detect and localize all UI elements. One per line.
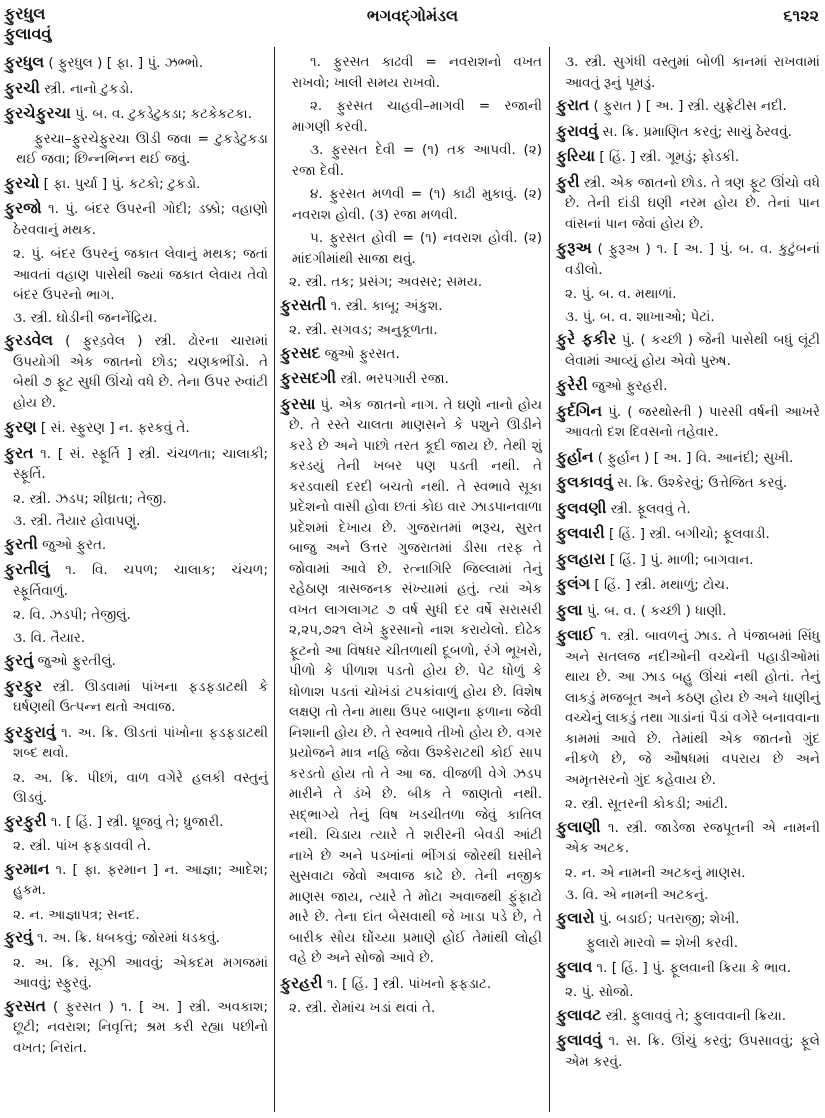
dictionary-entry: [556, 447, 820, 469]
sub-sense: ૩. સ્ત્રી. ઘોડીની જનનેંદ્રિય.: [13, 309, 158, 326]
definition: ( ફુર્હાન ) [ અ. ] વિ. આનંદી; સુખી.: [597, 449, 794, 466]
definition: સ્ત્રી. ભરપગારી રજા.: [340, 371, 449, 387]
dictionary-entry: [556, 817, 820, 859]
definition: ૧. [ હિં. ] સ્ત્રી. ધ્રૂજવું તે; ધ્રુજારી.: [50, 813, 224, 830]
dictionary-entry: [556, 1005, 820, 1027]
headword: ફુરત: [4, 443, 34, 462]
headword: ફુલંગ: [556, 575, 591, 593]
definition: ૧. [ હિં. ] પું. ફૂલવાની ક્રિયા કે ભાવ.: [596, 959, 792, 976]
dictionary-entry: [4, 559, 268, 601]
dictionary-entry: [556, 121, 820, 143]
idiom: ૧. ફુરસત કાઢવી = નવરાશનો વખત રાખવો; ખાલી સમય રાખવો.: [292, 54, 542, 91]
definition: [ હિં. ] પું. માળી; બાગવાન.: [609, 551, 754, 568]
headword: ફુરહરી: [280, 973, 323, 992]
headword: ફુલાઈ: [556, 626, 595, 644]
dictionary-entry: [556, 146, 820, 168]
definition: સ. ક્રિ. ઉશ્કેરવું; ઉત્તેજિત કરવું.: [617, 475, 788, 491]
sub-sense: ૨. સ્ત્રી. પાંખ ફફડાવવી તે.: [13, 838, 151, 854]
definition: ૧. [ ફા. ફરમાન ] ન. આજ્ઞા; આદેશ; હુકમ.: [13, 861, 269, 898]
dictionary-entry: [4, 859, 268, 901]
dictionary-entry: [556, 238, 820, 280]
definition: ૧. સ્ત્રી. બાવળનું ઝાડ. તે પંજાબમાં સિંધુ અને સતલજ નદીઓની વચ્ચેની પહાડીઓમાં થાય છે. આ ઝાડ બહુ ઊંચાં નથી હોતાં. તેનું લાકડું મજબૂત અને કઠણ હોય છે અને ધાણીનું વચ્ચેનું લાકડું તથા ગાડાંનાં પૈડાં વગેરે બનાવવાના કામમાં આવે છે. તેમાંથી એક જાતનો ગુંદ નીકળે છે, જે ઔષધમાં વપરાય છે અને અમૃતસરનો ગુંદ કહેવાય છે.: [565, 628, 820, 788]
definition: સ્ત્રી. નાનો ટુકડો.: [44, 80, 134, 97]
dictionary-entry: [4, 676, 268, 718]
dictionary-entry: [4, 443, 268, 485]
headword: ફુરમાન: [4, 859, 50, 878]
headword: ફુરસતી: [280, 295, 327, 314]
definition: સ્ત્રી. એક જાતનો છોડ. તે ત્રણ ફૂટ ઊંચો વધે છે. તેની દાંડી ઘણી નરમ હોય છે. તેનાં પાન વાંસનાં પાન જેવાં હોય છે.: [565, 174, 820, 232]
dictionary-entry: [4, 330, 268, 413]
dictionary-entry: [556, 172, 820, 235]
dictionary-entry: [556, 523, 820, 545]
dictionary-entry: [4, 78, 268, 100]
headword: ફુરડવેલ: [4, 331, 53, 349]
sub-sense: ૩. પું. બ. વ. શાખાઓ; પેટાં.: [565, 308, 715, 325]
guide-word-last: ફુલાવવું: [4, 24, 52, 43]
definition: પું. બડાઈ; પતરાજી; શેખી.: [598, 910, 740, 927]
sub-sense: ૨. પું. સોજો.: [565, 984, 634, 1000]
headword: ફુલવારી: [556, 524, 605, 542]
dictionary-entry: [4, 103, 268, 125]
headword: ફુરજો: [4, 199, 42, 217]
headword: ફુરાવવું: [556, 121, 599, 140]
definition: [ હિં. ] સ્ત્રી. બગીચો; ફૂલવાડી.: [608, 526, 770, 542]
column-1: [4, 52, 268, 1062]
column-3: [556, 52, 820, 1076]
headword: ફુરેરી: [556, 376, 588, 394]
dictionary-entry: [280, 343, 542, 365]
sub-sense: ૨. સ્ત્રી. ઝડપ; શીઘ્રતા; તેજી.: [13, 490, 167, 507]
definition: જુઓ ફુરતીલું.: [37, 653, 116, 669]
sub-sense: ૨. સ્ત્રી. તક; પ્રસંગ; અવસર; સમય.: [289, 274, 483, 290]
dictionary-entry: [4, 996, 268, 1059]
dictionary-entry: [556, 908, 820, 930]
dictionary-entry: [4, 52, 268, 74]
dictionary-entry: [556, 574, 820, 596]
definition: ૧. [ હિં. ] સ્ત્રી. પાંખનો ફફડાટ.: [326, 975, 492, 992]
definition: પું. બ. વ. ( કચ્છી ) ધાણી.: [586, 602, 727, 619]
sub-sense: ૩. સ્ત્રી. તૈયાર હોવાપણું.: [13, 513, 141, 529]
headword: ફુલવણી: [556, 498, 607, 517]
sub-sense: ૨. ન. આજ્ઞાપત્ર; સનદ.: [13, 906, 140, 923]
headword: ફુરૂઅ: [556, 239, 592, 257]
idiom: ૪. ફુરસત મળવી = (૧) કાઢી મુકાવું. (૨) નવરાશ હોવી. (૩) રજા મળવી.: [292, 186, 542, 223]
headword: ફુલહારા: [556, 549, 606, 568]
definition: સ્ત્રી. ફૂલવવું તે.: [610, 500, 691, 517]
headword: ફુરચી: [4, 78, 40, 97]
definition: ૧. સ્ત્રી. કાબૂ; અંકુશ.: [330, 297, 443, 314]
definition: પું. ( કચ્છી ) જેની પાસેથી બધું લૂંટી લેવામાં આવ્યું હોય એવો પુરુષ.: [565, 332, 820, 369]
column-divider: [274, 47, 275, 1112]
headword: ફુરવું: [4, 928, 33, 946]
headword: ફુરફુર: [4, 676, 43, 695]
dictionary-entry: [556, 1030, 820, 1072]
headword: ફુલા: [556, 600, 583, 619]
definition: [ સં. સ્ફુરણ ] ન. ફરકવું તે.: [40, 420, 190, 436]
headword: ફુરસા: [280, 394, 316, 413]
sub-sense: ૨. અ. ક્રિ. સૂઝી આવવું; એકદમ મગજમાં આવવું; સ્ફુરવું.: [13, 954, 268, 991]
dictionary-entry: [4, 173, 268, 195]
definition: ૧. સ્ત્રી. જાડેજા રજપૂતની એ નામની એક અટક.: [565, 819, 820, 856]
dictionary-entry: [280, 368, 542, 390]
headword: ફુર્દગિન: [556, 401, 603, 420]
sub-sense: ૨. અ. ક્રિ. પીછાં, વાળ વગેરે હલકી વસ્તુનું ઊડવું.: [13, 769, 268, 806]
definition: ( ફુરડ઼વેલ ) સ્ત્રી. ઢોરના ચારામાં ઉપયોગી એક જાતનો છોડ; ચણકભીંડો. તે બેથી ૭ ફૂટ સુધી ઊંચો વધે છે. તેના ઉપર રુવાંટી હોય છે.: [13, 333, 268, 411]
definition: ( ફુરસત ) ૧. [ અ. ] સ્ત્રી. અવકાશ; છૂટી; નવરાશ; નિવૃત્તિ; શ્રમ કરી રહ્યા પછીનો વખત; નિરાંત.: [13, 998, 268, 1056]
dictionary-entry: [4, 722, 268, 764]
dictionary-entry: [556, 957, 820, 979]
guide-word-first: ફુરધુલ: [4, 4, 46, 23]
definition: ૧. વિ. ચપળ; ચાલાક; ચંચળ; સ્ફૂર્તિવાળું.: [13, 562, 268, 599]
dictionary-entry: [556, 95, 820, 117]
dictionary-entry: [556, 401, 820, 443]
headword: ફુરધુલ: [4, 53, 45, 71]
definition: જુઓ ફુરસત.: [324, 345, 400, 362]
dictionary-entry: [4, 650, 268, 672]
dictionary-entry: [556, 472, 820, 494]
idiom: ૫. ફુરસત હોવી = (૧) નવરાશ હોવી. (૨) માંદગીમાંથી સાજા થવું.: [292, 230, 542, 267]
column-divider: [549, 47, 550, 1112]
headword: ફુરાત: [556, 96, 590, 114]
headword: ફુલાવટ: [556, 1005, 602, 1024]
dictionary-entry: [280, 394, 542, 969]
headword: ફુરિયા: [556, 147, 596, 165]
headword: ફુરતી: [4, 534, 38, 553]
definition: ( ફુરધુલ ) [ ફા. ] પું. ઝભ્ભો.: [48, 55, 204, 71]
headword: ફુરી: [556, 172, 580, 191]
definition: ૧. સ. ક્રિ. ઊંચું કરવું; ઉપસાવવું; ફૂલે એમ કરવું.: [565, 1033, 821, 1070]
definition: પું. ( જરથોસ્તી ) પારસી વર્ષની આખરે આવતો દશ દિવસનો તહેવાર.: [565, 403, 821, 440]
headword: ફુરે ફકીર: [556, 330, 617, 348]
sub-sense: ૨. સ્ત્રી. રોમાંચ ખડાં થવાં તે.: [289, 1000, 436, 1016]
dictionary-entry: [556, 498, 820, 520]
definition: ( ફુરાત ) [ અ. ] સ્ત્રી. યુફ્રેટીસ નદી.: [593, 98, 787, 114]
headword: ફુરફુરાવું: [4, 722, 56, 741]
headword: ફુર્હાન: [556, 447, 594, 466]
dictionary-entry: [4, 927, 268, 949]
headword: ફુરતીલું: [4, 560, 50, 578]
definition: [ હિં. ] સ્ત્રી. ગૂમડું; ફોડકી.: [599, 149, 740, 165]
dictionary-entry: [556, 600, 820, 622]
dictionary-entry: [4, 534, 268, 556]
dictionary-entry: [4, 198, 268, 240]
column-2: [280, 52, 542, 1021]
definition: ૧. અ. ક્રિ. ધબકવું; જોરમાં ધડકવું.: [37, 930, 220, 946]
dictionary-entry: [4, 811, 268, 833]
idiom: ફુરચા–ફુરચેફુરચા ઊડી જવા = ટુકડેટુકડા થઈ જવા; છિન્નભિન્ન થઈ જવું.: [16, 130, 268, 167]
page-number: ૬૧૨૨: [783, 6, 819, 25]
headword: ફુરસદગી: [280, 369, 337, 387]
idiom: ૩. ફુરસત દેવી = (૧) તક આપવી. (૨) રજા દેવી.: [292, 142, 542, 179]
definition: સ્ત્રી. ઊડવામાં પાંખના ફડફડાટથી કે ઘર્ષણથી ઉત્પન્ન થતો અવાજ.: [13, 678, 269, 715]
dictionary-entry: [556, 549, 820, 571]
idiom: ફુલારો મારવો = શેખી કરવી.: [586, 935, 739, 951]
sub-sense: ૨. પું. બંદર ઉપરનું જકાત લેવાનું મથક; જતાં આવતાં વહાણ પાસેથી જ્યાં જકાત લેવાય તેવો બંદર ઉપરનો ભાગ.: [13, 246, 268, 303]
definition: ૧. અ. ક્રિ. ઊડતાં પાંખોના ફડફડાટથી શબ્દ થવો.: [13, 724, 268, 761]
dictionary-entry: [280, 295, 542, 317]
headword: ફુરચો: [4, 173, 40, 192]
sub-sense: ૩. સ્ત્રી. સુગંધી વસ્તુમાં બોળી કાનમાં રાખવામાં આવતું રૂનું પૂમડું.: [565, 54, 820, 91]
dictionary-entry: [556, 625, 820, 790]
definition: જુઓ ફુરહરી.: [591, 378, 668, 394]
sub-sense: ૨. પું. બ. વ. મથાળાં.: [565, 286, 677, 302]
idiom: ૨. ફુરસત ચાહવી–માગવી = રજાની માગણી કરવી.: [292, 98, 542, 135]
dictionary-entry: [4, 417, 268, 439]
sub-sense: ૩. વિ. તૈયાર.: [13, 629, 86, 646]
dictionary-entry: [280, 973, 542, 995]
headword: ફુરસદ: [280, 343, 321, 362]
definition: ( ફુરૂઅ ) ૧. [ અ. ] પું. બ. વ. કુટુંબનાં વડીલો.: [565, 241, 820, 278]
definition: પું. એક જાતનો નાગ. તે ઘણો નાનો હોય છે. તે રસ્તે ચાલતા માણસને કે પશુને ઊડીને કરડે છે અને પાછો તરત કૂદી જાય છે. તેથી શું કરડયું તેની ખબર પણ પડતી નથી. તે કરડવાથી દરદી બચતો નથી. તે સ્વભાવે સૂકા પ્રદેશનો વાસી હોવા છતાં કોઇ વાર ઝાડપાનવાળા પ્રદેશમાં દેખાય છે. ગુજરાતમાં ભરૂચ, સુરત બાજુ અને ઉત્તર ગુજરાતમાં ડીસા તરફ તે જોવામાં આવે છે. રત્નાગિરિ જિલ્લામાં તેનું રહેઠાણ ત્રાસજનક સંખ્યામાં હતું. ત્યાં એક વખત લાગલાગટ ૭ વર્ષ સુધી દર વર્ષે સરાસરી ૨,૨૫,૭૨૧ લેખે ફુરસાનો નાશ કરાયેલો. દોઢેક ફૂટનો આ વિષધર ચીતળાથી દૂબળો, રંગે ભૂખરો, પીળો કે પીળાશ પડતો હોય છે. પેટ ધોળું કે ધોળાશ પડતાં ચોખંડાં ટપકાંવાળું હોય છે. વિશેષ લક્ષણ તો તેના માથા ઉપર બાણના ફળાના જેવી નિશાની હોય છે. તે સ્વભાવે તીખો હોય છે. વગર પ્રયોજને માત્ર નહિ જેવા ઉશ્કેરાટથી કોઈ સાપ કરડતો હોય તો તે આ જ. વીજળી વેગે ઝડપ મારીને તે ડંખે છે. બીક તે જાણતો નથી. સદ્ભાગ્યે તેનું વિષ ખડચીતળા જેવું કાતિલ નથી. ચિડાય ત્યારે તે શરીરની બેવડી આંટી નાખે છે અને પડખાંનાં ભીંગડાં જોરથી ઘસીને સુસવાટા જેવો અવાજ કાઢે છે. તેની નજીક માણસ જાય, ત્યારે તે મોટા અવાજથી ફુંફાટો મારે છે. તેના દાંત બેસવાથી જે ખાડા પડે છે, તે બારીક સોય ઘોંચ્યા પ્રમાણે હોઈ તેમાંથી લોહી વહે છે અને સોજો આવે છે.: [289, 396, 543, 966]
sub-sense: ૨. સ્ત્રી. સૂતરની કોકડી; આંટી.: [565, 796, 729, 812]
headword: ફુલાવ: [556, 957, 593, 976]
headword: ફુલારો: [556, 908, 595, 927]
dictionary-entry: [556, 375, 820, 397]
sub-sense: ૨. વિ. ઝડપી; તેજીલું.: [13, 607, 131, 623]
sub-sense: ૩. વિ. એ નામની અટકનું.: [565, 887, 709, 903]
definition: ૧. [ સં. સ્ફૂર્તિ ] સ્ત્રી. ચંચળતા; ચાલાકી; સ્ફૂર્તિ.: [13, 445, 268, 482]
definition: પું. બ. વ. ટુકડેટુકડા; કટકેકટકા.: [75, 106, 253, 122]
definition: જુઓ ફુરત.: [42, 536, 107, 553]
headword: ફુરતું: [4, 651, 34, 669]
headword: ફુલકાવવું: [556, 473, 613, 491]
sub-sense: ૨. સ્ત્રી. સગવડ; અનુકૂળતા.: [289, 322, 438, 338]
headword: ફુલાણી: [556, 817, 601, 836]
page-title: ભગવદ્ગોમંડલ: [366, 6, 459, 25]
definition: [ હિં. ] સ્ત્રી. મથાળું; ટોચ.: [594, 577, 730, 593]
dictionary-entry: [556, 329, 820, 371]
headword: ફુરફુરી: [4, 811, 47, 830]
definition: સ્ત્રી. ફુલાવવું તે; ફુલાવવાની ક્રિયા.: [605, 1007, 787, 1024]
definition: [ ફા. પુર્ચા ] પું. કટકો; ટુકડો.: [43, 175, 201, 192]
headword: ફુરણ: [4, 418, 37, 436]
headword: ફુલાવવું: [556, 1031, 602, 1049]
definition: ૧. પું. બંદર ઉપરની ગોદી; ડક્કો; વહાણો ઠેરવવાનું મથક.: [13, 201, 268, 238]
headword: ફુરચેફુરચા: [4, 104, 71, 122]
definition: સ. ક્રિ. પ્રમાણિત કરવું; સાચું ઠેરવવું.: [602, 123, 792, 140]
sub-sense: ૨. ન. એ નામની અટકનું માણસ.: [565, 864, 746, 881]
headword: ફુરસત: [4, 996, 46, 1015]
